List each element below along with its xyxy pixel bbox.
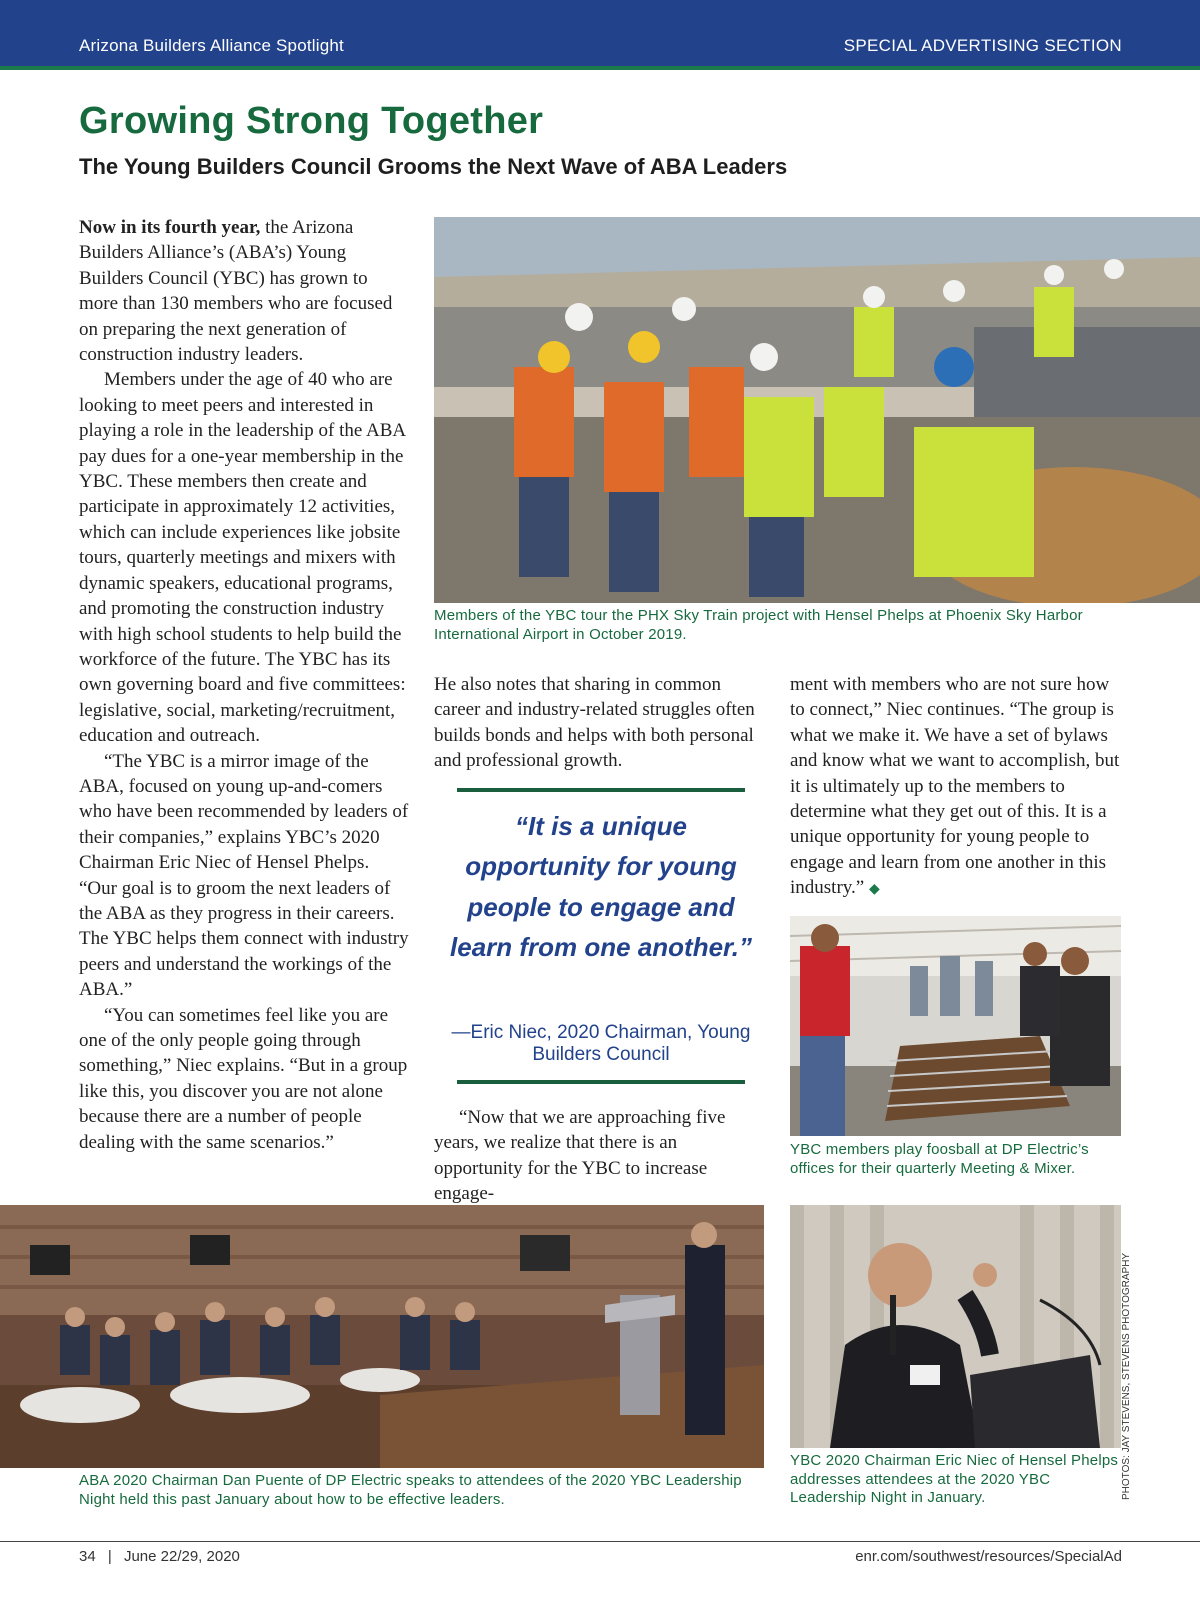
article-title: Growing Strong Together xyxy=(79,100,544,142)
pull-quote-attribution: —Eric Niec, 2020 Chairman, Young Builders Council xyxy=(451,1022,751,1065)
header-band xyxy=(0,0,1200,66)
caption-jobsite-tour: Members of the YBC tour the PHX Sky Train project with Hensel Phelps at Phoenix Sky Harbor International Airport in October 2019. xyxy=(434,607,1083,643)
footer-page-info xyxy=(79,1548,240,1565)
photo-leadership-night xyxy=(0,1205,764,1468)
footer-separator: | xyxy=(107,1548,112,1565)
photo-chairman-speaking xyxy=(790,1205,1121,1448)
issue-date: June 22/29, 2020 xyxy=(123,1548,240,1565)
header-accent-rule xyxy=(0,66,1200,70)
article-column-1 xyxy=(79,215,409,1155)
paragraph-6: “Now that we are approaching five years, we realize that there is an opportunity for the YBC to increase engage- xyxy=(434,1107,726,1205)
section-type-label: SPECIAL ADVERTISING SECTION xyxy=(843,36,1122,55)
caption-leadership-night: ABA 2020 Chairman Dan Puente of DP Electric speaks to attendees of the 2020 YBC Leadership Night held this past January about how to be effective leaders. xyxy=(79,1472,742,1508)
paragraph-1 xyxy=(79,215,409,367)
article-column-3 xyxy=(790,672,1120,903)
photo-foosball xyxy=(790,916,1121,1136)
caption-foosball: YBC members play foosball at DP Electric’s offices for their quarterly Meeting & Mixer. xyxy=(790,1141,1089,1177)
footer-url: enr.com/southwest/resources/SpecialAd xyxy=(855,1548,1122,1565)
pull-quote-rule-top xyxy=(457,788,745,792)
article-subtitle: The Young Builders Council Grooms the Next Wave of ABA Leaders xyxy=(79,154,788,179)
paragraph-7-body: ment with members who are not sure how to connect,” Niec continues. “The group is what we make it. We have a set of bylaws and know what we want to accomplish, but it is ultimately up to the members to determine what they get out of this. It is a unique opportunity for young people to engage and learn from one another in this industry.” xyxy=(790,674,1120,899)
photo-credit: PHOTOS: JAY STEVENS, STEVENS PHOTOGRAPHY xyxy=(1121,1252,1132,1500)
caption-chairman-speaking: YBC 2020 Chairman Eric Niec of Hensel Phelps addresses attendees at the 2020 YBC Leadership Night in January. xyxy=(790,1452,1119,1506)
paragraph-4: “You can sometimes feel like you are one of the only people going through something,” Niec explains. “But in a group like this, you discover you are not alone because there are a number of people dealing with the same scenarios.” xyxy=(79,1004,408,1153)
pull-quote: “It is a unique opportunity for young people to engage and learn from one another.” xyxy=(450,811,752,962)
paragraph-5: He also notes that sharing in common career and industry-related struggles often builds bonds and helps with both personal and professional growth. xyxy=(434,674,755,772)
section-name: Arizona Builders Alliance Spotlight xyxy=(79,36,344,55)
lead-in: Now in its fourth year, xyxy=(79,217,261,238)
end-mark-icon: ◆ xyxy=(868,882,880,898)
paragraph-1-body: the Arizona Builders Alliance’s (ABA’s) Young Builders Council (YBC) has grown to more than 130 members who are focused on preparing the next generation of construction industry leaders. xyxy=(79,217,393,366)
photo-jobsite-tour xyxy=(434,217,1200,603)
footer-rule xyxy=(0,1541,1200,1542)
paragraph-7 xyxy=(790,672,1120,903)
paragraph-2: Members under the age of 40 who are looking to meet peers and interested in playing a role in the leadership of the ABA pay dues for a one-year membership in the YBC. These members then create and participate in approximately 12 activities, which can include experiences like jobsite tours, quarterly meetings and mixers with dynamic speakers, educational programs, and promoting the construction industry with high school students to help build the workforce of the future. The YBC has its own governing board and five committees: legislative, social, marketing/recruitment, education and outreach. xyxy=(79,369,406,747)
article-column-2-continued xyxy=(434,1105,760,1207)
page-number: 34 xyxy=(79,1548,96,1565)
paragraph-3: “The YBC is a mirror image of the ABA, focused on young up-and-comers who have been recommended by leaders of their companies,” explains YBC’s 2020 Chairman Eric Niec of Hensel Phelps. “Our goal is to groom the next leaders of the ABA as they progress in their careers. The YBC helps them connect with industry peers and understand the workings of the ABA.” xyxy=(79,750,409,1001)
pull-quote-rule-bottom xyxy=(457,1080,745,1084)
article-column-2 xyxy=(434,672,760,774)
